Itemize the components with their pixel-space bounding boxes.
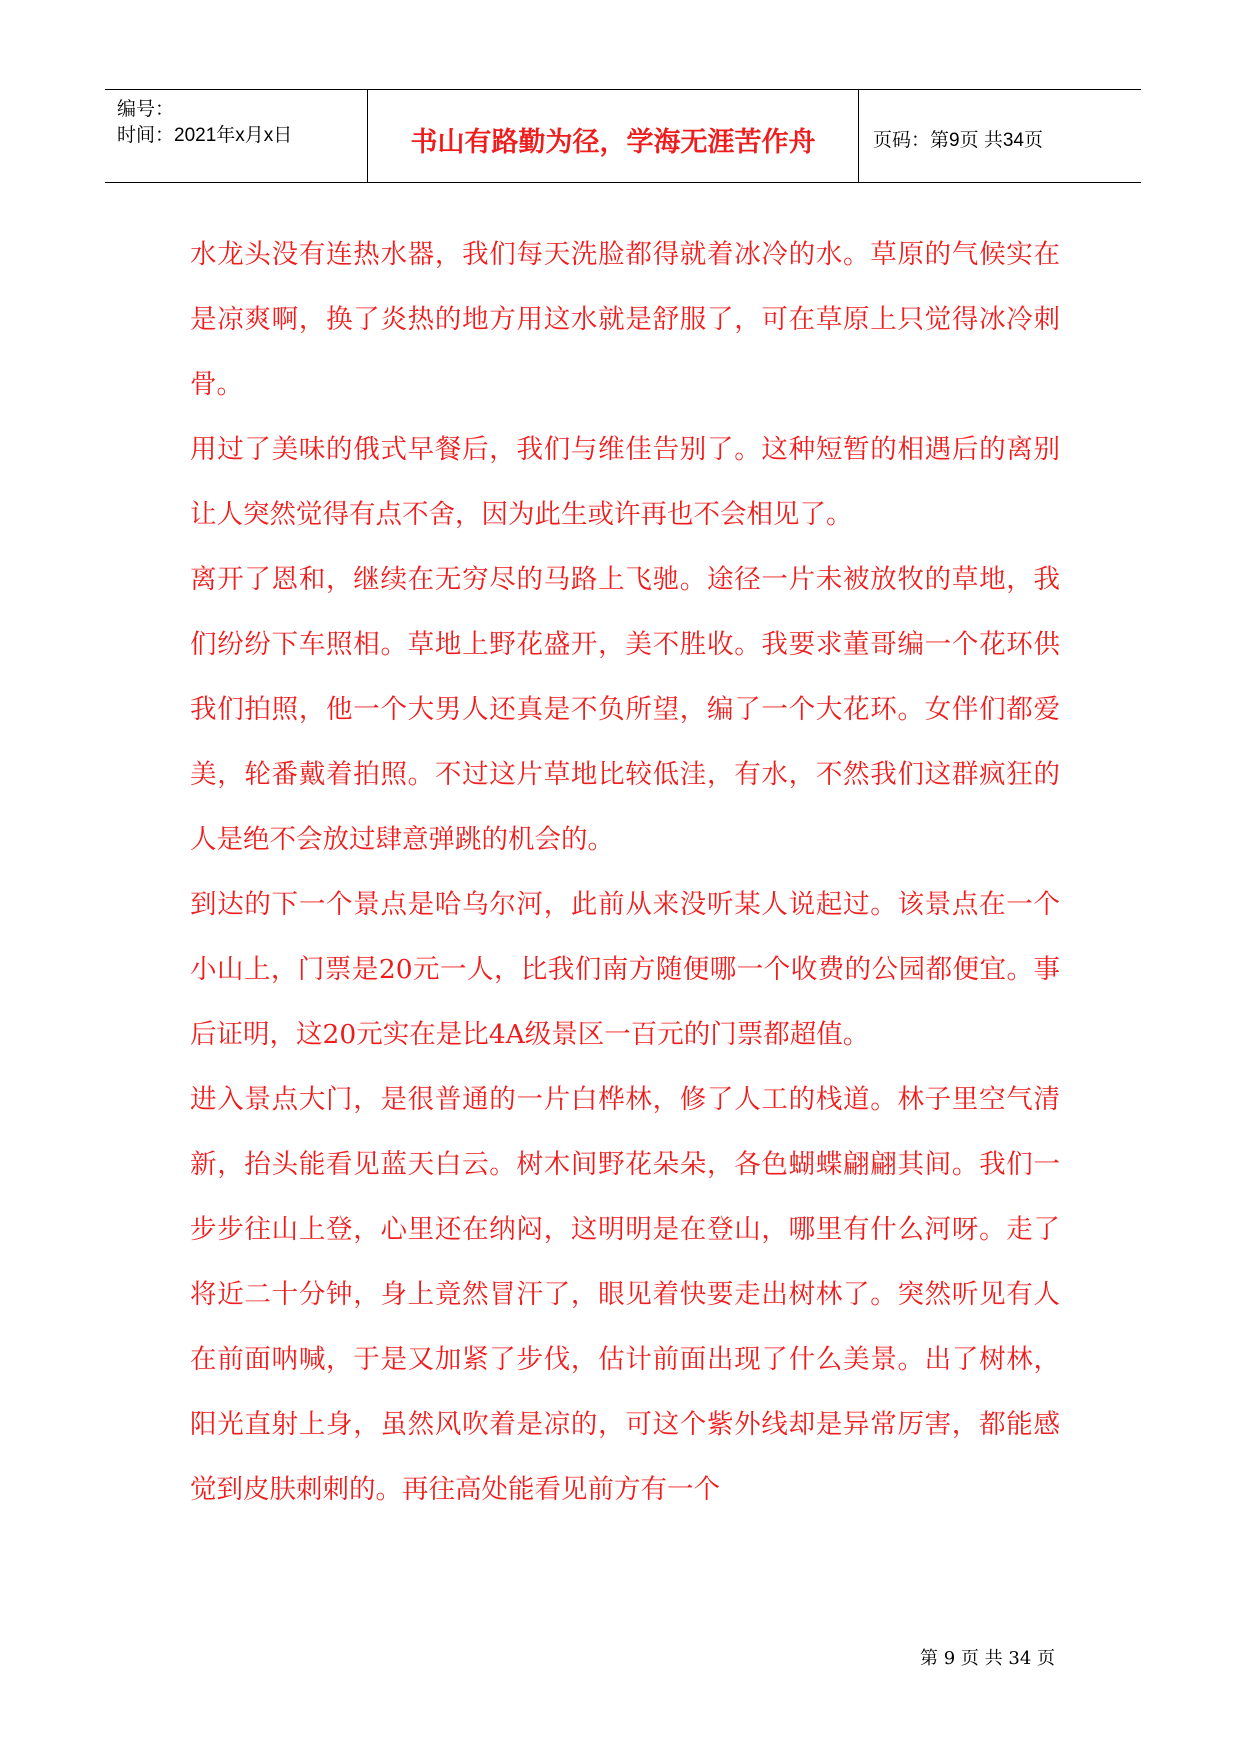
paragraph: 用过了美味的俄式早餐后，我们与维佳告别了。这种短暂的相遇后的离别让人突然觉得有点不舍，因为此生或许再也不会相见了。 [190, 434, 1060, 530]
paragraph: 离开了恩和，继续在无穷尽的马路上飞驰。途径一片未被放牧的草地，我们纷纷下车照相。草地上野花盛开，美不胜收。我要求董哥编一个花环供我们拍照，他一个大男人还真是不负所望，编了一个大花环。女伴们都爱美，轮番戴着拍照。不过这片草地比较低洼，有水，不然我们这群疯狂的人是绝不会放过肆意弹跳的机会的。 [190, 564, 1060, 855]
header-info-cell [105, 90, 368, 182]
header-page-code: 页码：第9页 共34页 [873, 130, 1043, 151]
paragraph: 水龙头没有连热水器，我们每天洗脸都得就着冰冷的水。草原的气候实在是凉爽啊，换了炎热的地方用这水就是舒服了，可在草原上只觉得冰冷刺骨。 [190, 239, 1060, 400]
header-motto: 书山有路勤为径，学海无涯苦作舟 [410, 127, 816, 158]
header-motto-cell [368, 90, 859, 182]
body-text [190, 222, 1060, 1522]
document-number-label: 编号： [117, 99, 175, 120]
page-header [105, 89, 1141, 183]
page-footer-number: 第 9 页 共 34 页 [920, 1648, 1055, 1669]
paragraph: 到达的下一个景点是哈乌尔河，此前从来没听某人说起过。该景点在一个小山上，门票是20元一人，比我们南方随便哪一个收费的公园都便宜。事后证明，这20元实在是比4A级景区一百元的门票都超值。 [190, 889, 1060, 1050]
paragraph: 进入景点大门，是很普通的一片白桦林，修了人工的栈道。林子里空气清新，抬头能看见蓝天白云。树木间野花朵朵，各色蝴蝶翩翩其间。我们一步步往山上登，心里还在纳闷，这明明是在登山，哪里有什么河呀。走了将近二十分钟，身上竟然冒汗了，眼见着快要走出树林了。突然听见有人在前面呐喊，于是又加紧了步伐，估计前面出现了什么美景。出了树林，阳光直射上身，虽然风吹着是凉的，可这个紫外线却是异常厉害，都能感觉到皮肤刺刺的。再往高处能看见前方有一个 [190, 1084, 1060, 1505]
document-time-label: 时间：2021年x月x日 [117, 125, 293, 146]
header-page-cell [859, 90, 1141, 182]
